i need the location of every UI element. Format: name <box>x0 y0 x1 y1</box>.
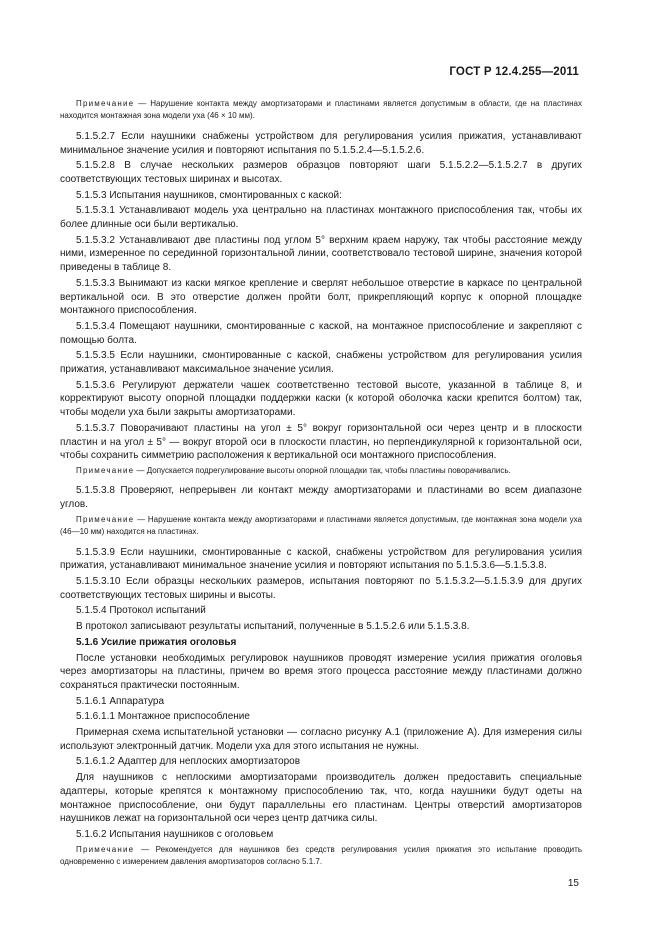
document-body <box>60 96 582 875</box>
body-paragraph: 5.1.5.3.9 Если наушники, смонтированные с каской, снабжены устройством для регулирования усилия прижатия, устанавливают минимальное значение усилия и повторяют испытания по 5.1.5.3.6—5.1.5.3.8. <box>60 546 582 572</box>
note-paragraph <box>60 465 582 477</box>
body-paragraph: 5.1.5.3.7 Поворачивают пластины на угол ± 5° вокруг горизонтальной оси через центр и в плоскости пластин и на угол ± 5° — вокруг второй оси в плоскости пластин, но перпендикулярной к горизонтальной оси, чтобы сохранить симметрию расположения к вертикальной оси монтажного приспособления. <box>60 422 582 462</box>
body-paragraph: 5.1.5.3.8 Проверяют, непрерывен ли контакт между амортизаторами и пластинами во всем диапазоне углов. <box>60 485 582 511</box>
body-paragraph: 5.1.5.3.4 Помещают наушники, смонтированные с каской, на монтажное приспособление и закрепляют с помощью болта. <box>60 320 582 346</box>
body-paragraph: 5.1.5.3 Испытания наушников, смонтированных с каской: <box>76 189 342 201</box>
note-text: — Нарушение контакта между амортизаторами и пластинами является допустимым, где монтажная зона модели уха (46—10 мм) находится на пластинах. <box>60 514 582 537</box>
body-paragraph: 5.1.5.4 Протокол испытаний <box>76 605 206 617</box>
note-paragraph <box>60 844 582 869</box>
body-paragraph: 5.1.6.2 Испытания наушников с оголовьем <box>76 828 274 840</box>
body-paragraph: Примерная схема испытательной установки — согласно рисунку А.1 (приложение А). Для измерения силы используют электронный датчик. Модели уха для этого испытания не нужны. <box>60 727 582 752</box>
body-paragraph: Для наушников с неплоскими амортизаторами производитель должен предоставить специальные адаптеры, которые крепятся к монтажному приспособлению так, что, когда наушники будут одеты на монтажное приспособление, они будут параллельны его пластинам. Центры отверстий амортизаторов наушников лежат на горизонтальной оси через центр датчика силы. <box>60 772 582 825</box>
body-paragraph: В протокол записывают результаты испытаний, полученные в 5.1.5.2.6 или 5.1.5.3.8. <box>76 621 470 633</box>
section-heading: 5.1.6 Усилие прижатия оголовья <box>76 636 237 648</box>
body-paragraph: 5.1.5.3.10 Если образцы нескольких размеров, испытания повторяют по 5.1.5.3.2—5.1.5.3.9 для других соответствующих тестовых ширины и высоты. <box>60 576 582 601</box>
body-paragraph: 5.1.6.1.1 Монтажное приспособление <box>76 711 250 723</box>
page-header: ГОСТ Р 12.4.255—2011 <box>449 66 579 78</box>
body-paragraph: 5.1.5.3.1 Устанавливают модель уха центрально на пластинах монтажного приспособления так, чтобы их более длинные оси были вертикалью. <box>60 205 582 231</box>
body-paragraph: 5.1.5.2.7 Если наушники снабжены устройством для регулирования усилия прижатия, устанавливают минимальное значение усилия и повторяют испытания по 5.1.5.2.4—5.1.5.2.6. <box>60 130 582 156</box>
body-paragraph: 5.1.5.3.3 Вынимают из каски мягкое крепление и сверлят небольшое отверстие в каркасе по центральной вертикальной оси. В это отверстие должен пройти болт, прикрепляющий корпус к опорной площадке монтажного приспособления. <box>60 277 582 317</box>
body-paragraph: 5.1.6.1.2 Адаптер для неплоских амортизаторов <box>76 756 301 768</box>
note-text: — Нарушение контакта между амортизаторами и пластинами является допустимым в области, где на пластинах находится монтажная зона модели уха (46 × 10 мм). <box>60 99 582 121</box>
note-paragraph <box>60 514 582 539</box>
body-paragraph: 5.1.6.1 Аппаратура <box>76 695 165 707</box>
note-label: Примечание <box>76 514 135 524</box>
note-label: Примечание <box>76 99 135 108</box>
note-label: Примечание <box>76 465 135 475</box>
page-number: 15 <box>567 878 579 889</box>
body-paragraph: 5.1.5.3.2 Устанавливают две пластины под углом 5° верхним краем наружу, так чтобы расстояние между ними, измеренное по серединной горизонтальной линии, соответствовало тестовой ширине, значения которой приведены в таблице 8. <box>60 234 582 274</box>
body-paragraph: После установки необходимых регулировок наушников проводят измерение усилия прижатия оголовья через амортизаторы на пластины, причем во время этого процесса расстояние между пластинами должно сохраняться практически постоянным. <box>60 652 582 691</box>
body-paragraph: 5.1.5.3.6 Регулируют держатели чашек соответственно тестовой высоте, указанной в таблице 8, и корректируют высоту опорной площадки поддержки каски (к которой оболочка каски крепится болтом) так, чтобы модели уха были закрыты амортизаторами. <box>60 379 582 419</box>
body-paragraph: 5.1.5.2.8 В случае нескольких размеров образцов повторяют шаги 5.1.5.2.2—5.1.5.2.7 в других соответствующих тестовых ширинах и высотах. <box>60 160 582 185</box>
note-label: Примечание <box>76 844 135 854</box>
note-paragraph <box>60 98 582 123</box>
body-paragraph: 5.1.5.3.5 Если наушники, смонтированные с каской, снабжены устройством для регулирования усилия прижатия, устанавливают максимальное значение усилия. <box>60 350 582 376</box>
note-text: — Рекомендуется для наушников без средств регулирования усилия прижатия это испытание проводить одновременно с измерением давления амортизаторов согласно 5.1.7. <box>60 844 582 867</box>
note-text: — Допускается подрегулирование высоты опорной площадки так, чтобы пластины поворачивались. <box>136 465 511 475</box>
